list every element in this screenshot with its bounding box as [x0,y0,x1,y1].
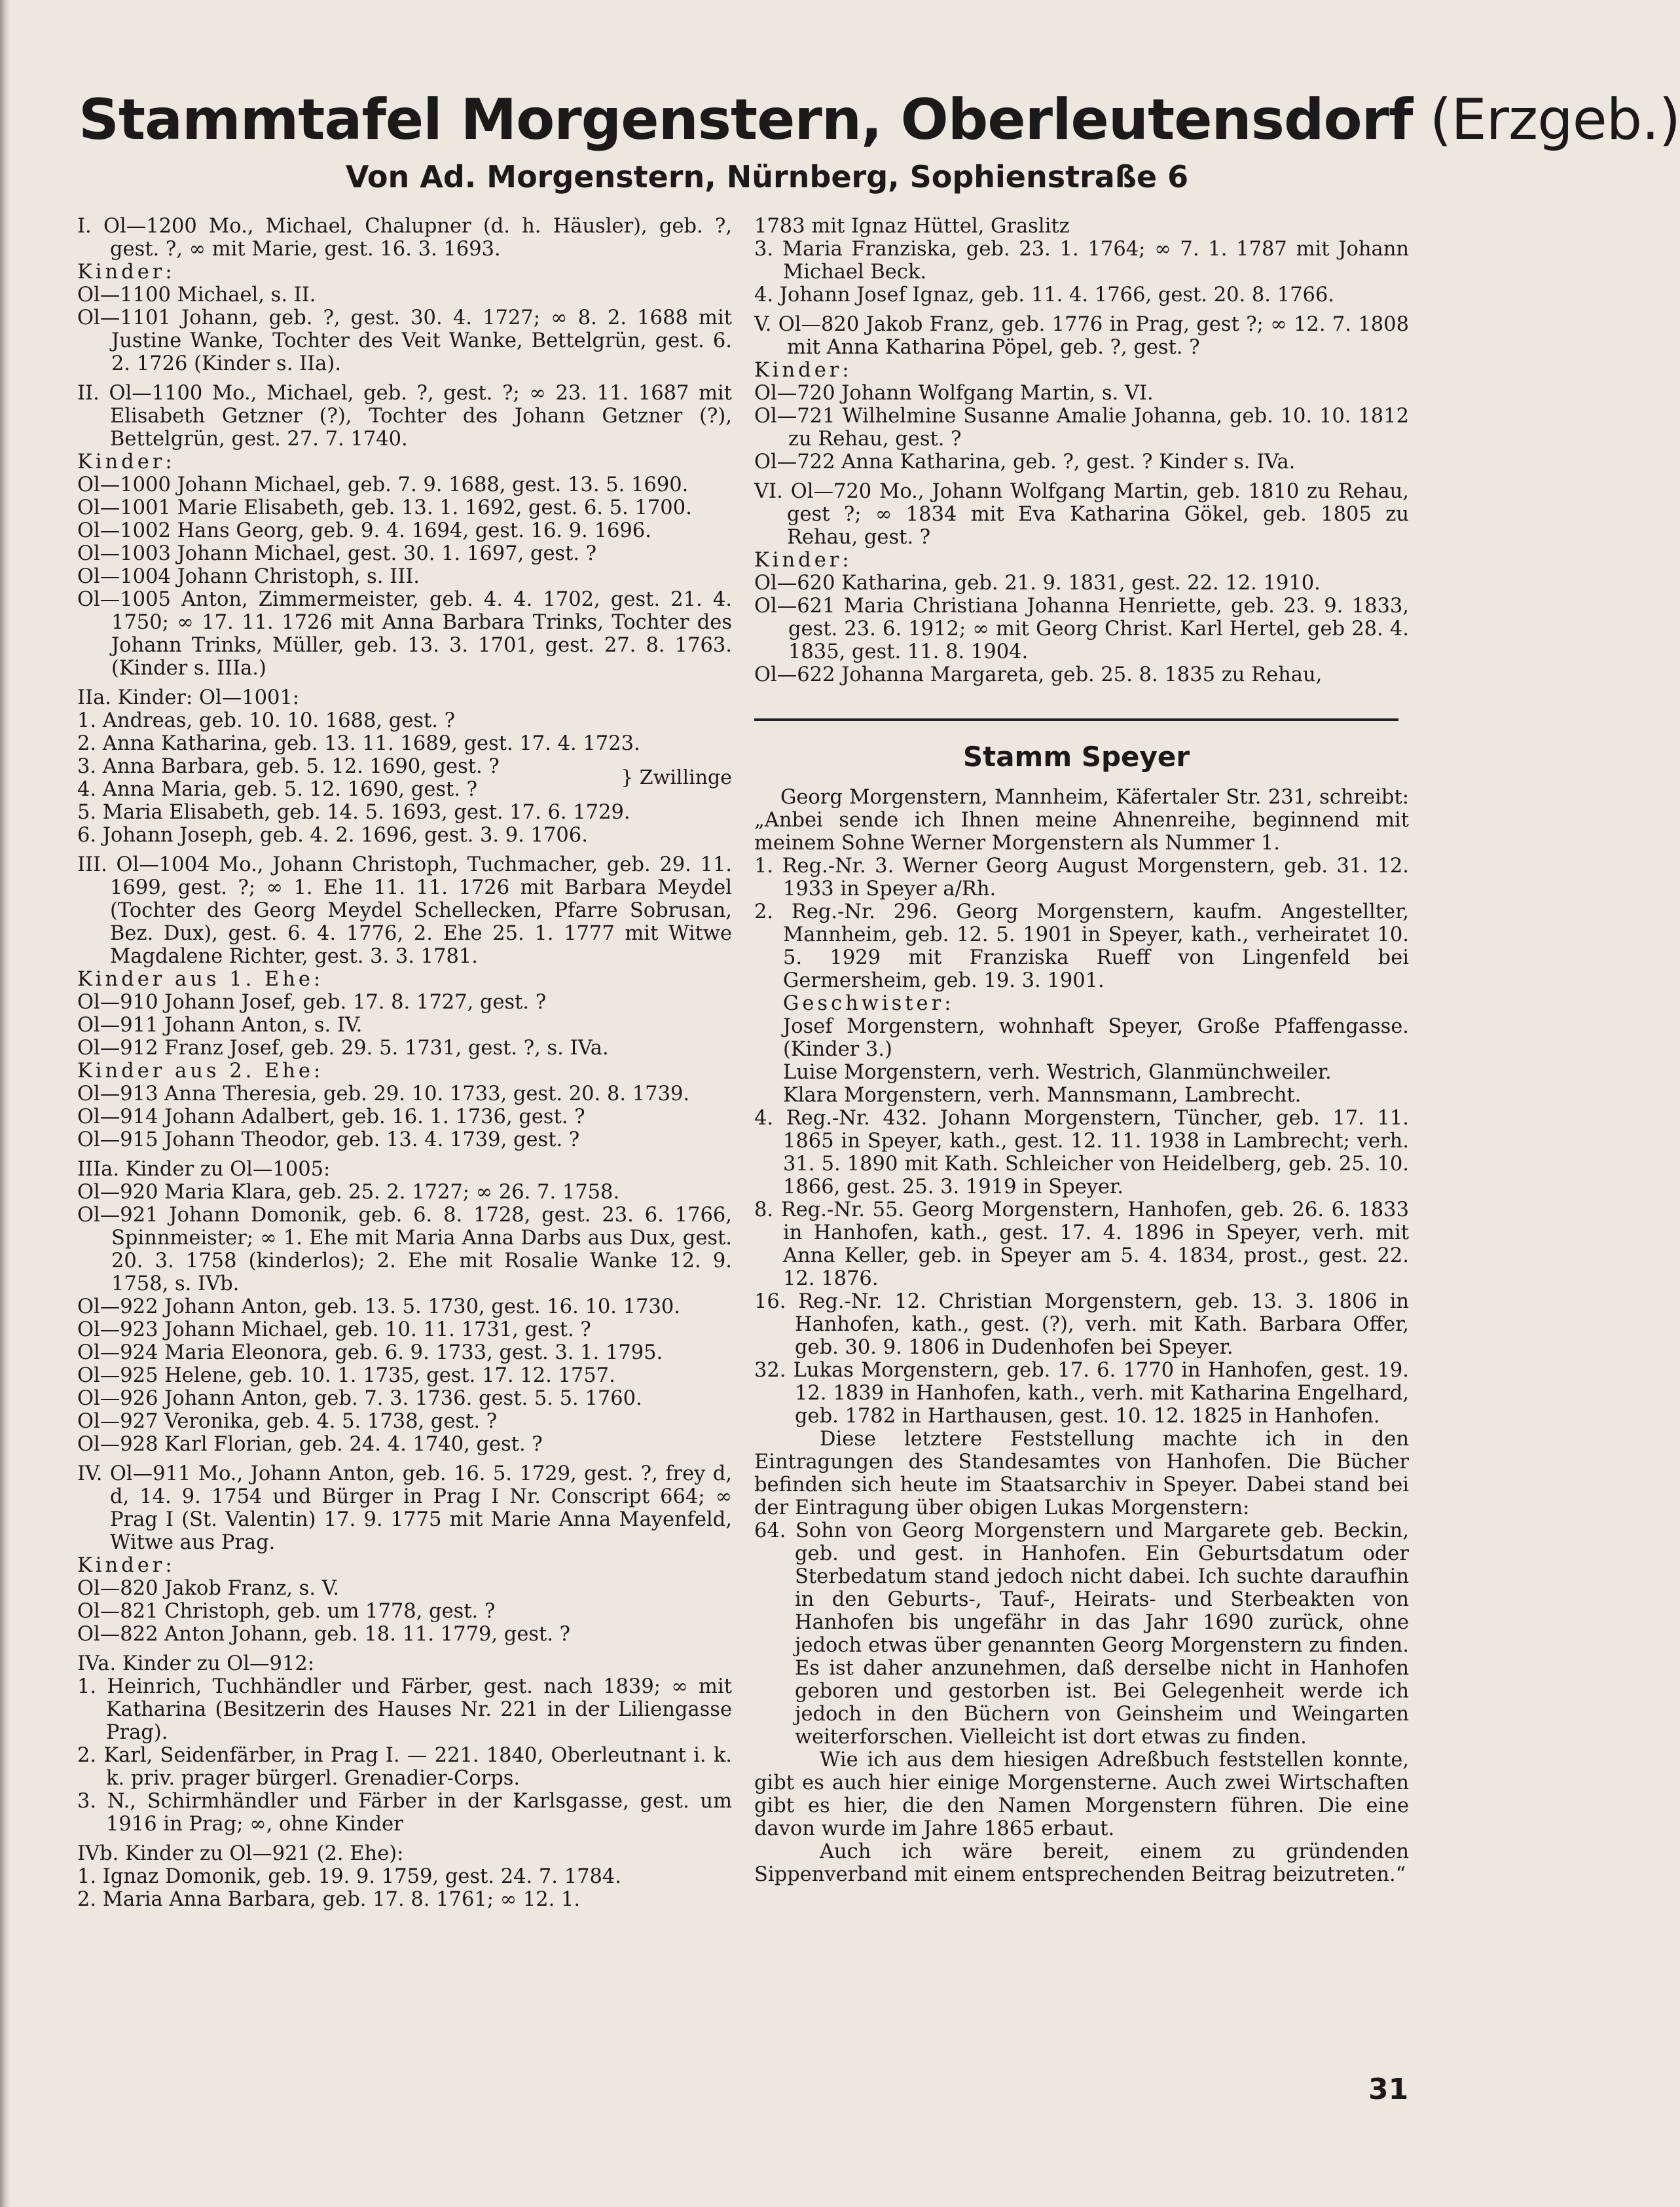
twins-annotation: } Zwillinge [621,766,732,789]
entry-child: Ol—1005 Anton, Zimmermeister, geb. 4. 4. 1702, gest. 21. 4. 1750; ∞ 17. 11. 1726 mit Anna Barbara Trinks, Tochter des Johann Trinks, Müller, geb. 13. 3. 1701, gest. 27. 8. 1763. (Kinder s. IIIa.) [77,588,732,680]
children-heading: Kinder: [77,261,175,284]
title-main: Stammtafel Morgenstern, Oberleutensdorf [79,87,1413,153]
sibling-entry: Josef Morgenstern, wohnhaft Speyer, Große Pfaffengasse. (Kinder 3.) [783,1015,1409,1061]
entry-numbered: 8. Reg.-Nr. 55. Georg Morgenstern, Hanhofen, geb. 26. 6. 1833 in Hanhofen, kath., gest. 17. 4. 1896 in Speyer, verh. mit Anna Keller, geb. in Speyer am 5. 4. 1834, prost., gest. 22. 12. 1876. [754,1198,1409,1290]
entry-generation-iii: III. Ol—1004 Mo., Johann Christoph, Tuchmacher, geb. 29. 11. 1699, gest. ?; ∞ 1. Ehe 11. 11. 1726 mit Barbara Meydel (Tochter des Georg Meydel Schellecken, Pfarre Sobrusan, Bez. Dux), gest. 6. 4. 1776, 2. Ehe 25. 1. 1777 mit Witwe Magdalene Richter, gest. 3. 3. 1781. [77,853,732,968]
entry-child: Ol—1004 Johann Christoph, s. III. [77,565,420,588]
entry-numbered: 2. Maria Anna Barbara, geb. 17. 8. 1761; ∞ 12. 1. [77,1888,581,1911]
children-heading: Kinder: [754,549,852,572]
entry-numbered: 4. Anna Maria, geb. 5. 12. 1690, gest. ? [77,778,478,801]
entry-numbered: 3. Maria Franziska, geb. 23. 1. 1764; ∞ 7. 1. 1787 mit Johann Michael Beck. [754,238,1409,284]
entry-child: Ol—822 Anton Johann, geb. 18. 11. 1779, gest. ? [77,1623,571,1646]
children-heading: Kinder aus 1. Ehe: [77,968,324,991]
entry-child: Ol—928 Karl Florian, geb. 24. 4. 1740, gest. ? [77,1433,543,1456]
entry-numbered: 16. Reg.-Nr. 12. Christian Morgenstern, geb. 13. 3. 1806 in Hanhofen, kath., gest. (?), verh. mit Kath. Barbara Offer, geb. 30. 9. 1806 in Dudenhofen bei Speyer. [754,1290,1409,1359]
paragraph-note: Auch ich wäre bereit, einem zu gründenden Sippenverband mit einem entsprechenden Beitrag beizutreten.“ [754,1840,1409,1886]
entry-child: Ol—1000 Johann Michael, geb. 7. 9. 1688, gest. 13. 5. 1690. [77,473,689,496]
entry-child: Ol—820 Jakob Franz, s. V. [77,1577,340,1600]
entry-child: Ol—910 Johann Josef, geb. 17. 8. 1727, gest. ? [77,991,547,1014]
entry-child: Ol—911 Johann Anton, s. IV. [77,1014,363,1037]
entry-numbered: 2. Reg.-Nr. 296. Georg Morgenstern, kaufm. Angestellter, Mannheim, geb. 12. 5. 1901 in Speyer, kath., verheiratet 10. 5. 1929 mit Franziska Rueff von Lingenfeld bei Germersheim, geb. 19. 3. 1901. [754,900,1409,992]
letter-intro: Georg Morgenstern, Mannheim, Käfertaler Str. 231, schreibt: „Anbei sende ich Ihnen meine Ahnenreihe, beginnend mit meinem Sohne Werner Morgenstern als Nummer 1. [754,786,1409,855]
entry-child: Ol—1002 Hans Georg, geb. 9. 4. 1694, gest. 16. 9. 1696. [77,519,651,542]
sibling-entry: Klara Morgenstern, verh. Mannsmann, Lambrecht. [783,1084,1302,1107]
entry-generation-ii: II. Ol—1100 Mo., Michael, geb. ?, gest. ?; ∞ 23. 11. 1687 mit Elisabeth Getzner (?), Tochter des Johann Getzner (?), Bettelgrün, gest. 27. 7. 1740. [77,382,732,451]
entry-numbered: 2. Karl, Seidenfärber, in Prag I. — 221. 1840, Oberleutnant i. k. k. priv. prager bürgerl. Grenadier-Corps. [77,1744,732,1790]
section-divider [754,718,1398,721]
entry-child: Ol—720 Johann Wolfgang Martin, s. VI. [754,382,1154,405]
page-number: 31 [1368,2073,1409,2106]
children-heading: Kinder: [754,359,852,382]
title-suffix: (Erzgeb.) [1429,87,1680,153]
entry-child: Ol—622 Johanna Margareta, geb. 25. 8. 1835 zu Rehau, [754,663,1323,686]
entry-child: Ol—925 Helene, geb. 10. 1. 1735, gest. 17. 12. 1757. [77,1364,615,1387]
entry-child: Ol—926 Johann Anton, geb. 7. 3. 1736. gest. 5. 5. 1760. [77,1387,642,1410]
entry-child: Ol—922 Johann Anton, geb. 13. 5. 1730, gest. 16. 10. 1730. [77,1295,680,1318]
left-column [77,215,732,1911]
entry-child: Ol—1100 Michael, s. II. [77,284,316,306]
entry-generation-ivb: IVb. Kinder zu Ol—921 (2. Ehe): [77,1842,404,1865]
entry-generation-iiia: IIIa. Kinder zu Ol—1005: [77,1158,331,1181]
entry-numbered: 1. Reg.-Nr. 3. Werner Georg August Morgenstern, geb. 31. 12. 1933 in Speyer a/Rh. [754,855,1409,900]
entry-generation-vi: VI. Ol—720 Mo., Johann Wolfgang Martin, geb. 1810 zu Rehau, gest ?; ∞ 1834 mit Eva Katharina Gökel, geb. 1805 zu Rehau, gest. ? [754,480,1409,549]
children-heading: Kinder: [77,1554,175,1577]
author-line: Von Ad. Morgenstern, Nürnberg, Sophienstraße 6 [345,159,1189,195]
entry-child: Ol—915 Johann Theodor, geb. 13. 4. 1739, gest. ? [77,1128,580,1151]
sibling-entry: Luise Morgenstern, verh. Westrich, Glanmünchweiler. [783,1061,1332,1084]
entry-numbered: 1. Heinrich, Tuchhändler und Färber, gest. nach 1839; ∞ mit Katharina (Besitzerin des Hauses Nr. 221 in der Liliengasse Prag). [77,1675,732,1744]
entry-child: Ol—924 Maria Eleonora, geb. 6. 9. 1733, gest. 3. 1. 1795. [77,1341,663,1364]
entry-numbered: 3. N., Schirmhändler und Färber in der Karlsgasse, gest. um 1916 in Prag; ∞, ohne Kinder [77,1790,732,1836]
entry-numbered: 5. Maria Elisabeth, geb. 14. 5. 1693, gest. 17. 6. 1729. [77,801,630,824]
entry-child: Ol—821 Christoph, geb. um 1778, gest. ? [77,1600,496,1623]
entry-continued: 1783 mit Ignaz Hüttel, Graslitz [754,215,1070,238]
page-edge-shadow [0,0,10,2207]
siblings-heading: Geschwister: [783,992,955,1015]
entry-generation-iia: IIa. Kinder: Ol—1001: [77,686,300,709]
entry-child: Ol—927 Veronika, geb. 4. 5. 1738, gest. ? [77,1410,498,1433]
entry-child: Ol—913 Anna Theresia, geb. 29. 10. 1733, gest. 20. 8. 1739. [77,1083,690,1105]
entry-numbered: 2. Anna Katharina, geb. 13. 11. 1689, gest. 17. 4. 1723. [77,732,640,755]
entry-child: Ol—721 Wilhelmine Susanne Amalie Johanna, geb. 10. 10. 1812 zu Rehau, gest. ? [754,405,1409,451]
entry-numbered: 4. Johann Josef Ignaz, geb. 11. 4. 1766, gest. 20. 8. 1766. [754,284,1335,306]
entry-numbered: 3. Anna Barbara, geb. 5. 12. 1690, gest. ? [77,755,500,778]
entry-child: Ol—1001 Marie Elisabeth, geb. 13. 1. 1692, gest. 6. 5. 1700. [77,496,692,519]
page-title [79,84,1680,156]
paragraph-note: Diese letztere Feststellung machte ich in den Eintragungen des Standesamtes von Hanhofen. Die Bücher befinden sich heute im Staatsarchiv in Speyer. Dabei stand bei der Eintragung über obigen Lukas Morgenstern: [754,1428,1409,1519]
entry-generation-iva: IVa. Kinder zu Ol—912: [77,1652,315,1675]
entry-numbered: 64. Sohn von Georg Morgenstern und Margarete geb. Beckin, geb. und gest. in Hanhofen. Ein Geburtsdatum oder Sterbedatum stand jedoch nicht dabei. Ich suchte daraufhin in den Geburts-, Tauf-, Heirats- und Sterbeakten von Hanhofen bis ungefähr in das Jahr 1690 zurück, ohne jedoch etwas über genannten Georg Morgenstern zu finden. Es ist daher anzunehmen, daß derselbe nicht in Hanhofen geboren und gestorben ist. Bei Gelegenheit werde ich jedoch in den Büchern von Geinsheim und Weingarten weiterforschen. Vielleicht ist dort etwas zu finden. [754,1519,1409,1749]
entry-numbered: 1. Ignaz Domonik, geb. 19. 9. 1759, gest. 24. 7. 1784. [77,1865,622,1888]
right-column-top [754,215,1409,686]
entry-numbered: 32. Lukas Morgenstern, geb. 17. 6. 1770 in Hanhofen, gest. 19. 12. 1839 in Hanhofen, kath., verh. mit Katharina Engelhard, geb. 1782 in Harthausen, gest. 10. 12. 1825 in Hanhofen. [754,1359,1409,1428]
entry-generation-i: I. Ol—1200 Mo., Michael, Chalupner (d. h. Häusler), geb. ?, gest. ?, ∞ mit Marie, gest. 16. 3. 1693. [77,215,732,261]
children-heading: Kinder aus 2. Ehe: [77,1060,324,1083]
entry-numbered: 4. Reg.-Nr. 432. Johann Morgenstern, Tüncher, geb. 17. 11. 1865 in Speyer, kath., gest. 12. 11. 1938 in Lambrecht; verh. 31. 5. 1890 mit Kath. Schleicher von Heidelberg, geb. 25. 10. 1866, gest. 25. 3. 1919 in Speyer. [754,1107,1409,1198]
entry-child: Ol—921 Johann Domonik, geb. 6. 8. 1728, gest. 23. 6. 1766, Spinnmeister; ∞ 1. Ehe mit Maria Anna Darbs aus Dux, gest. 20. 3. 1758 (kinderlos); 2. Ehe mit Rosalie Wanke 12. 9. 1758, s. IVb. [77,1204,732,1295]
entry-numbered: 1. Andreas, geb. 10. 10. 1688, gest. ? [77,709,455,732]
entry-generation-v: V. Ol—820 Jakob Franz, geb. 1776 in Prag, gest ?; ∞ 12. 7. 1808 mit Anna Katharina Pöpel, geb. ?, gest. ? [754,313,1409,359]
entry-child: Ol—1101 Johann, geb. ?, gest. 30. 4. 1727; ∞ 8. 2. 1688 mit Justine Wanke, Tochter des Veit Wanke, Bettelgrün, gest. 6. 2. 1726 (Kinder s. IIa). [77,306,732,375]
entry-generation-iv: IV. Ol—911 Mo., Johann Anton, geb. 16. 5. 1729, gest. ?, frey d, d, 14. 9. 1754 und Bürger in Prag I Nr. Conscript 664; ∞ Prag I (St. Valentin) 17. 9. 1775 mit Marie Anna Mayenfeld, Witwe aus Prag. [77,1462,732,1554]
entry-numbered: 6. Johann Joseph, geb. 4. 2. 1696, gest. 3. 9. 1706. [77,824,588,847]
entry-child: Ol—914 Johann Adalbert, geb. 16. 1. 1736, gest. ? [77,1105,585,1128]
paragraph-note: Wie ich aus dem hiesigen Adreßbuch feststellen konnte, gibt es auch hier einige Morgensterne. Auch zwei Wirtschaften gibt es hier, die den Namen Morgenstern führen. Die eine davon wurde im Jahre 1865 erbaut. [754,1749,1409,1840]
entry-child: Ol—920 Maria Klara, geb. 25. 2. 1727; ∞ 26. 7. 1758. [77,1181,620,1204]
entry-child: Ol—1003 Johann Michael, gest. 30. 1. 1697, gest. ? [77,542,597,565]
entry-child: Ol—923 Johann Michael, geb. 10. 11. 1731, gest. ? [77,1318,591,1341]
entry-child: Ol—621 Maria Christiana Johanna Henriette, geb. 23. 9. 1833, gest. 23. 6. 1912; ∞ mit Georg Christ. Karl Hertel, geb 28. 4. 1835, gest. 11. 8. 1904. [754,595,1409,663]
entry-child: Ol—722 Anna Katharina, geb. ?, gest. ? Kinder s. IVa. [754,451,1296,473]
entry-child: Ol—620 Katharina, geb. 21. 9. 1831, gest. 22. 12. 1910. [754,572,1321,595]
section-heading-stamm-speyer: Stamm Speyer [962,741,1190,773]
right-column-bottom [754,786,1409,1886]
entry-child: Ol—912 Franz Josef, geb. 29. 5. 1731, gest. ?, s. IVa. [77,1037,609,1060]
children-heading: Kinder: [77,451,175,473]
